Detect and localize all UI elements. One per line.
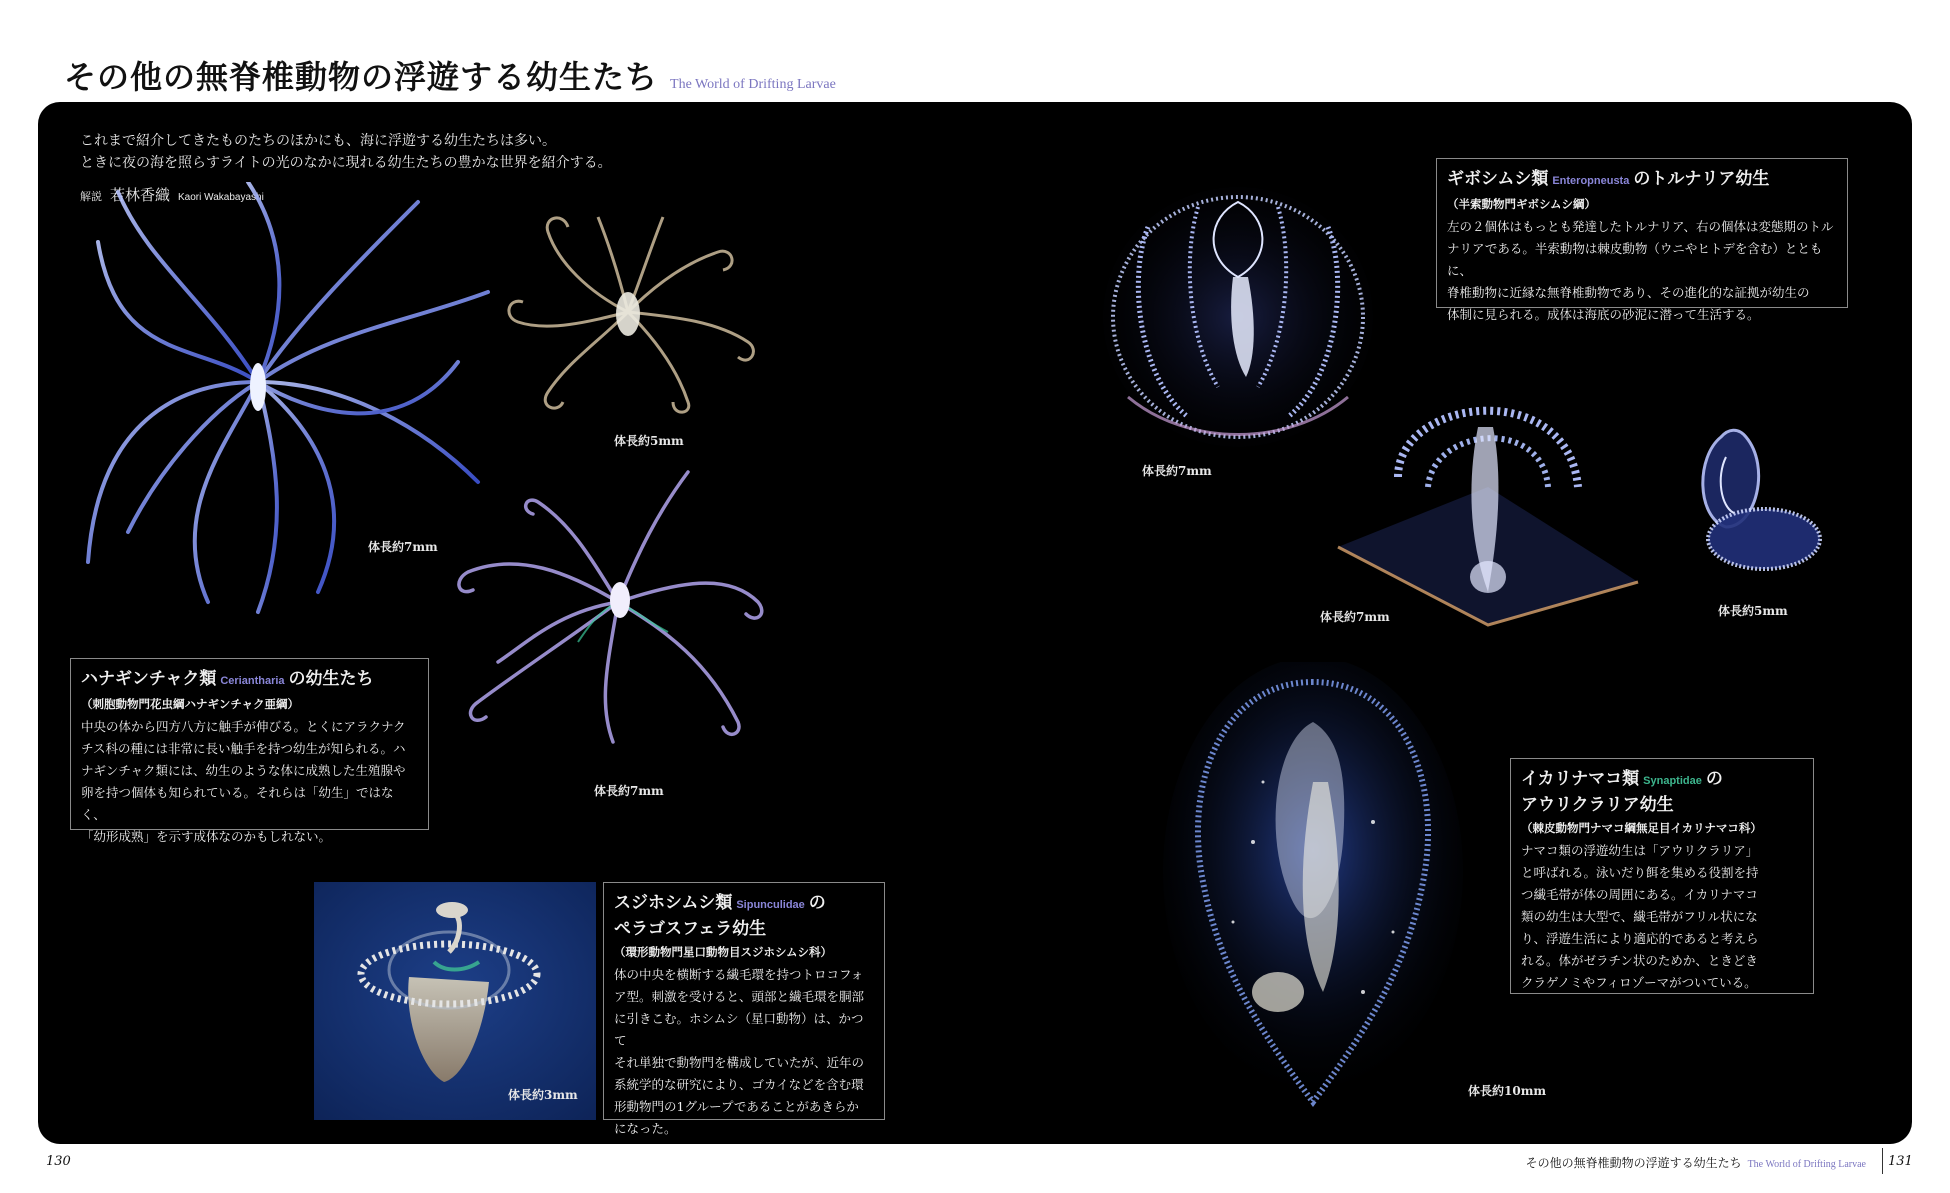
caption-line: 「幼形成熟」を示す成体なのかもしれない。 [81,829,332,844]
caption-body [1447,216,1837,326]
caption-enteropneusta [1436,158,1848,322]
caption-heading-jp: スジホシムシ類 [614,893,733,913]
caption-sci-name: Ceriantharia [220,675,285,687]
caption-taxonomy: （棘皮動物門ナマコ綱無足目イカリナマコ科） [1521,821,1762,835]
page-number-right: 131 [1888,1154,1913,1169]
caption-heading [1447,167,1837,193]
size-label: 体長約7mm [1142,464,1212,478]
caption-heading-jp: の [808,893,826,913]
caption-line: それ単独で動物門を構成していたが、近年の [614,1055,865,1070]
page-title-en: The World of Drifting Larvae [670,77,836,92]
caption-line: ナギンチャク類には、幼生のような体に成熟した生殖腺や [81,763,406,778]
size-label: 体長約7mm [368,540,438,554]
ceriantharia-larva-photo-2 [488,202,768,422]
running-footer-en: The World of Drifting Larvae [1747,1159,1866,1170]
caption-body [1521,840,1803,994]
caption-heading-2: アウリクラリア幼生 [1521,795,1674,815]
size-label: 体長約5mm [614,434,684,448]
caption-synaptidae [1510,758,1814,994]
auricularia-larva-photo [1163,662,1463,1122]
caption-line: 類の幼生は大型で、繊毛帯がフリル状にな [1521,909,1758,924]
caption-line: 卵を持つ個体も知られている。それらは「幼生」ではなく、 [81,785,394,822]
caption-line: つ繊毛帯が体の周囲にある。イカリナマコ [1521,887,1758,902]
caption-heading-jp: ハナギンチャク類 [81,669,217,689]
caption-line: ナマコ類の浮遊幼生は「アウリクラリア」 [1521,843,1759,858]
caption-line: 系統学的な研究により、ゴカイなどを含む環 [614,1077,864,1092]
size-label: 体長約10mm [1468,1084,1547,1098]
caption-line: 中央の体から四方八方に触手が伸びる。とくにアラクナク [81,719,406,734]
caption-line: れる。体がゼラチン状のためか、ときどき [1521,953,1758,968]
intro-text [80,130,612,174]
caption-sci-name: Enteropneusta [1552,175,1630,187]
caption-heading-jp: ギボシムシ類 [1447,169,1549,189]
caption-taxonomy: （半索動物門ギボシムシ綱） [1447,197,1597,211]
caption-line: クラゲノミやフィロゾーマがついている。 [1521,975,1757,990]
caption-heading-jp: の [1705,769,1723,789]
caption-sci-name: Sipunculidae [736,899,805,911]
size-label: 体長約5mm [1718,604,1788,618]
tornaria-larva-photo-2 [1328,357,1648,637]
caption-taxonomy: （環形動物門星口動物目スジホシムシ科） [614,945,833,959]
caption-sipunculidae [603,882,885,1136]
caption-line: 体制に見られる。成体は海底の砂泥に潜って生活する。 [1447,307,1760,322]
caption-heading [81,667,418,693]
credit-name-en: Kaori Wakabayashi [178,192,264,203]
intro-line: ときに夜の海を照らすライトの光のなかに現れる幼生たちの豊かな世界を紹介する。 [80,155,612,171]
caption-line: になった。 [614,1121,677,1136]
page-title: その他の無脊椎動物の浮遊する幼生たち [64,58,659,96]
running-footer [1526,1154,1866,1171]
size-label: 体長約7mm [594,784,664,798]
intro-line: これまで紹介してきたものたちのほかにも、海に浮遊する幼生たちは多い。 [80,133,556,149]
credit-name: 若林香織 [110,186,171,204]
page-number-left: 130 [46,1154,71,1169]
caption-ceriantharia [70,658,429,844]
caption-line: 左の２個体はもっとも発達したトルナリア、右の個体は変態期のトル [1447,219,1834,234]
caption-line: に引きこむ。ホシムシ（星口動物）は、かつて [614,1011,864,1048]
caption-body [81,716,418,848]
credit-label: 解説 [80,190,102,203]
ceriantharia-larva-photo-3 [438,462,778,762]
caption-line: 体の中央を横断する繊毛環を持つトロコフォ [614,967,864,982]
caption-line: り、浮遊生活により適応的であると考えら [1521,931,1759,946]
caption-heading-2: ペラゴスフェラ幼生 [614,919,767,939]
caption-heading [614,891,874,917]
caption-heading [1521,767,1803,793]
caption-line: ナリアである。半索動物は棘皮動物（ウニやヒトデを含む）とともに、 [1447,241,1823,278]
caption-heading-jp: のトルナリア幼生 [1633,169,1770,189]
tornaria-larva-photo-3 [1686,417,1826,587]
caption-line: 形動物門の1グループであることがあきらか [614,1099,859,1114]
caption-line: 脊椎動物に近縁な無脊椎動物であり、その進化的な証拠が幼生の [1447,285,1810,300]
caption-line: ア型。刺激を受けると、頭部と繊毛環を胴部 [614,989,865,1004]
caption-heading-jp: の幼生たち [288,669,374,689]
caption-line: と呼ばれる。泳いだり餌を集める役割を持 [1521,865,1759,880]
size-label: 体長約3mm [508,1088,578,1102]
caption-taxonomy: （刺胞動物門花虫綱ハナギンチャク亜綱） [81,697,300,711]
black-panel [38,102,1912,1144]
footer-divider [1882,1148,1883,1174]
size-label: 体長約7mm [1320,610,1390,624]
caption-body [614,964,874,1140]
caption-sci-name: Synaptidae [1643,775,1702,787]
caption-heading-jp: イカリナマコ類 [1521,769,1640,789]
caption-line: チス科の種には非常に長い触手を持つ幼生が知られる。ハ [81,741,406,756]
page-header [64,52,836,98]
running-footer-jp: その他の無脊椎動物の浮遊する幼生たち [1525,1156,1742,1170]
pelagosphera-larva-photo [314,882,596,1120]
